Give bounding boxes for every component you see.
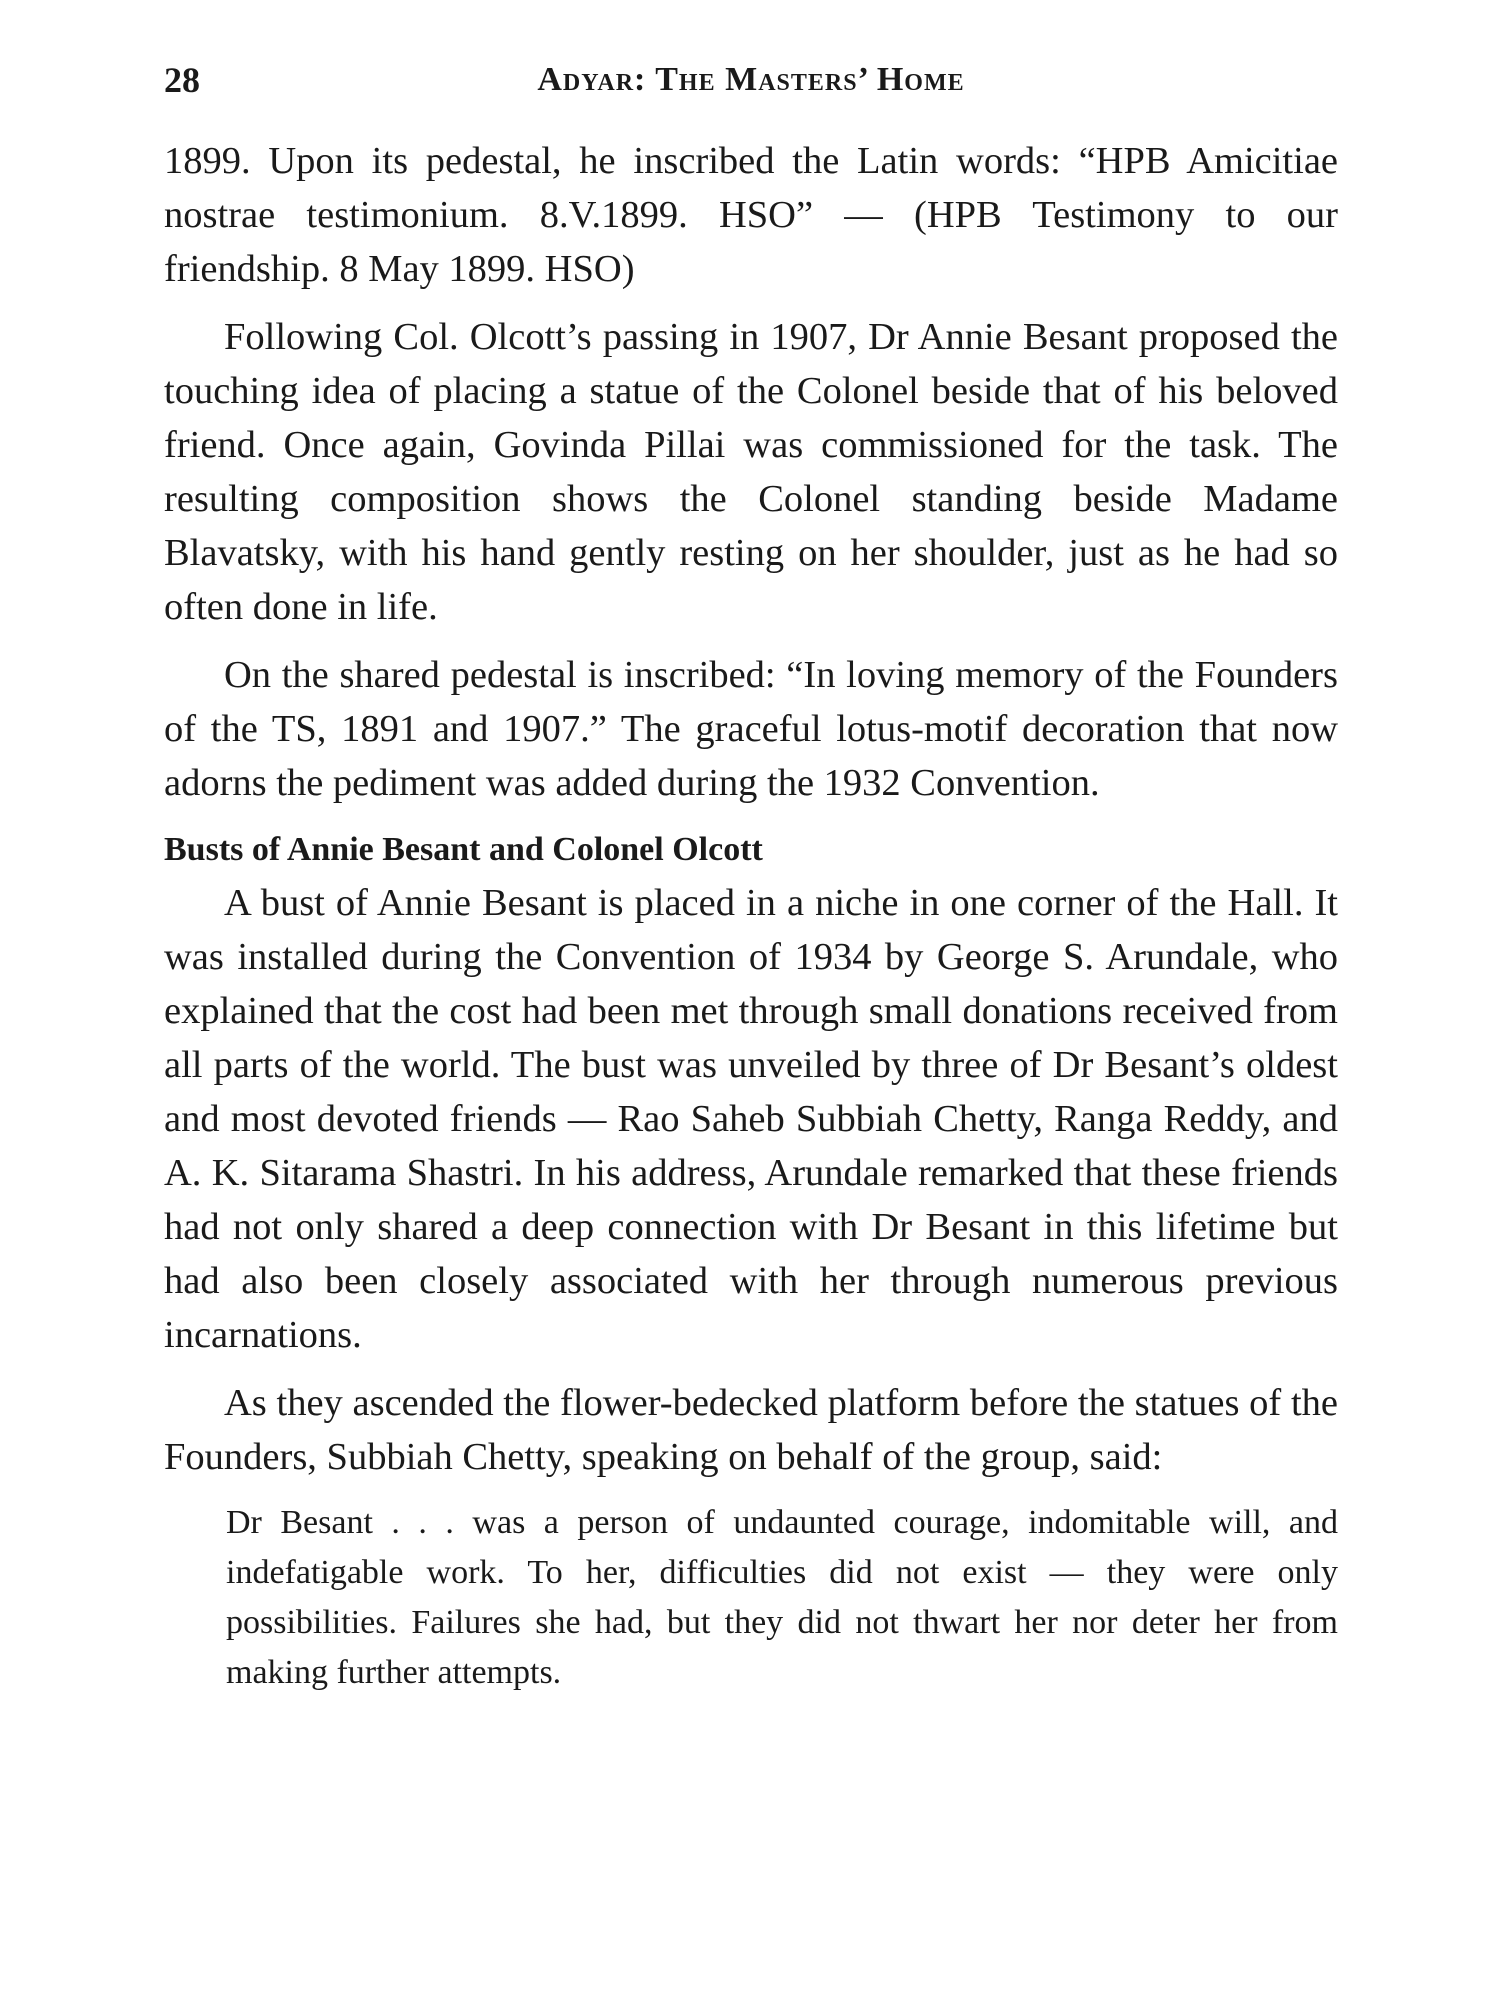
block-quote-chetty: Dr Besant . . . was a person of undaunted courage, indomitable will, and indefatigable work. To her, difficulties did not exist — they were only possibilities. Failures she had, but they did not thwart her nor deter her from making further attempts. (226, 1504, 1338, 1691)
running-head (164, 52, 1338, 108)
section-heading-busts: Busts of Annie Besant and Colonel Olcott (164, 831, 763, 868)
paragraph-olcott-statue: Following Col. Olcott’s passing in 1907, Dr Annie Besant proposed the touching idea of placing a statue of the Colonel beside that of his beloved friend. Once again, Govinda Pillai was commissioned for the task. The resulting composition shows the Colonel standing beside Madame Blavatsky, with his hand gently resting on her shoulder, just as he had so often done in life. (164, 316, 1338, 628)
paragraph-inscription: 1899. Upon its pedestal, he inscribed the Latin words: “HPB Amicitiae nostrae testimonium. 8.V.1899. HSO” — (HPB Testimony to our friendship. 8 May 1899. HSO) (164, 140, 1338, 290)
book-page (164, 52, 1338, 1982)
paragraph-besant-bust: A bust of Annie Besant is placed in a niche in one corner of the Hall. It was installed during the Convention of 1934 by George S. Arundale, who explained that the cost had been met through small donations received from all parts of the world. The bust was unveiled by three of Dr Besant’s oldest and most devoted friends — Rao Saheb Subbiah Chetty, Ranga Reddy, and A. K. Sitarama Shastri. In his address, Arundale remarked that these friends had not only shared a deep connection with Dr Besant in this lifetime but had also been closely associated with her through numerous previous incarnations. (164, 882, 1338, 1356)
paragraph-shared-pedestal: On the shared pedestal is inscribed: “In loving memory of the Founders of the TS, 1891 and 1907.” The graceful lotus-motif decoration that now adorns the pediment was added during the 1932 Convention. (164, 654, 1338, 804)
paragraph-ascended-platform: As they ascended the flower-bedecked platform before the statues of the Founders, Subbiah Chetty, speaking on behalf of the group, said: (164, 1382, 1338, 1478)
page-number: 28 (164, 60, 200, 100)
running-title: Adyar: The Masters’ Home (537, 61, 965, 98)
